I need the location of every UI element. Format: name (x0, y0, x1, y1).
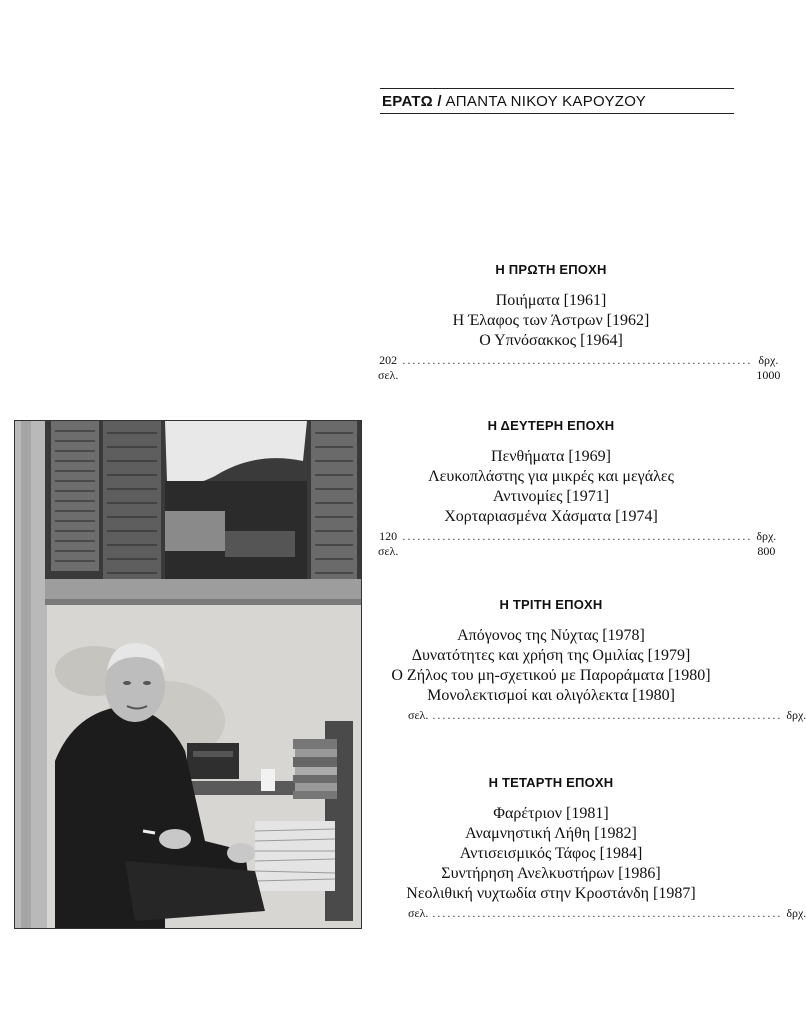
price-value: δρχ. (786, 708, 806, 722)
work-item: Συντήρηση Ανελκυστήρων [1986] (441, 865, 661, 882)
work-item: Πενθήματα [1969] (491, 448, 611, 465)
price-line (370, 906, 806, 921)
work-item: Φαρέτριον [1981] (493, 805, 609, 822)
section-title: Η ΔΕΥΤΕΡΗ ΕΠΟΧΗ (487, 418, 615, 433)
work-item: Αντισεισμικός Τάφος [1984] (459, 845, 643, 862)
work-item: Λευκοπλάστης για μικρές και μεγάλες (428, 468, 674, 485)
work-item: Ποιήματα [1961] (495, 292, 607, 309)
work-item: Δυνατότητες και χρήση της Ομιλίας [1979] (411, 647, 691, 664)
publisher-name: ΕΡΑΤΩ / (382, 93, 442, 110)
author-photo (14, 420, 362, 929)
dot-leader: ...................................................................... (402, 529, 753, 543)
price-line (370, 708, 806, 723)
page-count: σελ. (408, 708, 429, 722)
page-count: 202 σελ. (378, 353, 399, 382)
series-header (380, 88, 734, 114)
work-item: Νεολιθική νυχτωδία στην Κροστάνδη [1987] (406, 885, 696, 902)
work-item: Ο Υπνόσακκος [1964] (479, 332, 623, 349)
work-item: Χορταριασμένα Χάσματα [1974] (444, 508, 658, 525)
page-count: σελ. (408, 906, 429, 920)
author-photo-illustration (15, 421, 361, 928)
page-count: 120 σελ. (378, 529, 399, 558)
section-second-epoch (370, 418, 777, 559)
dot-leader: ...................................................................... (432, 708, 783, 722)
works-list (370, 447, 732, 527)
dot-leader: ...................................................................... (402, 353, 753, 367)
price-value: δρχ. 800 (756, 529, 777, 558)
section-title: Η ΤΕΤΑΡΤΗ ΕΠΟΧΗ (488, 775, 614, 790)
section-fourth-epoch (370, 775, 806, 921)
series-title: ΑΠΑΝΤΑ ΝΙΚΟΥ ΚΑΡΟΥΖΟΥ (441, 93, 647, 110)
works-list (370, 626, 732, 706)
works-list (370, 291, 732, 351)
section-title: Η ΠΡΩΤΗ ΕΠΟΧΗ (495, 262, 607, 277)
price-line (370, 529, 777, 559)
section-title: Η ΤΡΙΤΗ ΕΠΟΧΗ (499, 597, 603, 612)
price-value: δρχ. 1000 (756, 353, 781, 382)
work-item: Αντινομίες [1971] (492, 488, 610, 505)
section-first-epoch (370, 262, 781, 383)
work-item: Αναμνηστική Λήθη [1982] (465, 825, 637, 842)
section-third-epoch (370, 597, 806, 723)
work-item: Η Έλαφος των Άστρων [1962] (452, 312, 650, 329)
price-line (370, 353, 781, 383)
work-item: Ο Ζήλος του μη-σχετικού με Παρoράματα [1980] (391, 667, 711, 684)
work-item: Μονολεκτισμοί και ολιγόλεκτα [1980] (427, 687, 675, 704)
work-item: Απόγονος της Νύχτας [1978] (457, 627, 645, 644)
works-list (370, 804, 732, 904)
price-value: δρχ. (786, 906, 806, 920)
dot-leader: ...................................................................... (432, 906, 783, 920)
